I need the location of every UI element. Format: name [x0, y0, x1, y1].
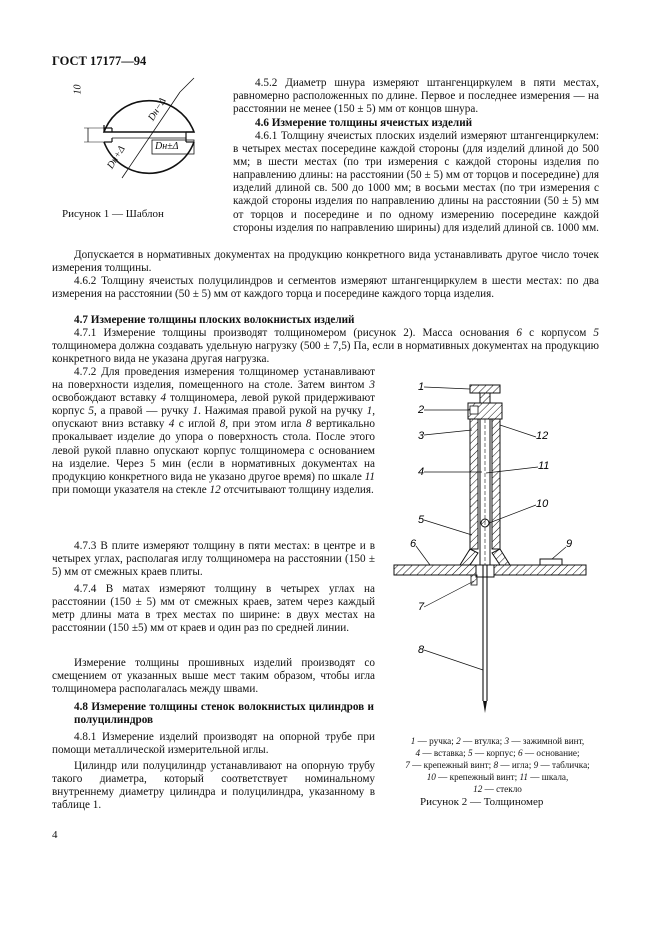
- paragraph-4-8-1: 4.8.1 Измерение изделий производят на опорной трубе при помощи металлической измерительной иглы.: [52, 731, 375, 757]
- figure-1-dim-10: 10: [72, 84, 84, 95]
- fig2-label-5: 5: [418, 514, 425, 526]
- paragraph-4-7-3: 4.7.3 В плите измеряют толщину в пяти местах: в центре и в четырех углах, располагая иглу толщиномера на расстоянии (150 ± 5) мм от смежных краев плиты.: [52, 540, 375, 579]
- figure-1-label-top: Dн−Δ: [146, 96, 169, 123]
- paragraph-allow: Допускается в нормативных документах на продукцию конкретного вида устанавливать другое число точек измерения толщины.: [52, 249, 599, 275]
- paragraph-4-6-1: 4.6.1 Толщину ячеистых плоских изделий измеряют штангенциркулем: в четырех местах посередине каждой стороны (для изделий длиной до 500 мм; в шести местах (по три измерения с каждой стороны изделия по направлению длины: на расстоянии (50 ± 5) мм от торцов и посередине) для изделий длиной св. 500 до 1000 мм; в восьми местах (по три измерения с каждой стороны изделия по направлению длины на расстоянии (50 ± 5) мм от торцов и посередине и по одному измерению посередине каждой стороны изделия по направлению ширины) для изделий длиной св. 1000 мм.: [233, 130, 599, 234]
- fig2-label-4: 4: [418, 466, 425, 478]
- section-4-7-heading: 4.7 Измерение толщины плоских волокнистых изделий: [74, 314, 355, 326]
- paragraph-4-5-2: 4.5.2 Диаметр шнура измеряют штангенциркулем в пяти местах, равномерно расположенных по длине. Первое и последнее измерения — на расстоянии не менее (150 ± 5) мм от концов шнура.: [233, 77, 599, 116]
- section-4-8-heading: 4.8 Измерение толщины стенок волокнистых цилиндров и полуцилиндров: [74, 701, 374, 727]
- paragraph-sewn: Измерение толщины прошивных изделий производят со смещением от указанных выше мест таким образом, чтобы игла толщиномера располагалась между швами.: [52, 657, 375, 696]
- paragraph-4-7-2: 4.7.2 Для проведения измерения толщиномер устанавливают на поверхности изделия, помещенного на столе. Затем винтом 3 освобождают вставку 4 толщиномера, левой рукой придерживают корпус 5, а правой — ручку 1. Нажимая правой рукой на ручку 1, опускают вниз вставку 4 с иглой 8, при этом игла 8 вертикально прокалывает изделие до упора о поверхность стола. После этого левой рукой плавно опускают корпус толщиномера с основанием на изделие. Через 5 мин (если в нормативных документах на продукцию конкретного вида не указано другое время) по шкале 11 при помощи указателя на стекле 12 отсчитывают толщину изделия.: [52, 366, 375, 496]
- page-number: 4: [52, 829, 58, 841]
- fig2-label-10: 10: [536, 498, 549, 510]
- paragraph-4-6-2: 4.6.2 Толщину ячеистых полуцилиндров и сегментов измеряют штангенциркулем в шести местах: по два измерения на расстоянии (50 ± 5) мм от каждого торца и посередине каждого торца изделия.: [52, 275, 599, 301]
- fig2-label-11: 11: [538, 460, 550, 472]
- fig2-label-2: 2: [418, 404, 425, 416]
- figure-2-gauge-drawing: [390, 375, 605, 720]
- paragraph-cylinder: Цилиндр или полуцилиндр устанавливают на опорную трубу такого диаметра, который соответствует номинальному внутреннему диаметру цилиндра и полуцилиндра, указанному в таблице 1.: [52, 760, 375, 812]
- figure-2-caption: Рисунок 2 — Толщиномер: [420, 796, 544, 808]
- fig2-label-7: 7: [418, 601, 425, 613]
- figure-2-legend: 1 — ручка; 2 — втулка; 3 — зажимной винт, 4 — вставка; 5 — корпус; 6 — основание; 7 — крепежный винт; 8 — игла; 9 — табличка; 10 — крепежный винт; 11 — шкала, 12 — стекло: [405, 736, 590, 794]
- fig2-label-9: 9: [566, 538, 573, 550]
- fig2-label-6: 6: [410, 538, 417, 550]
- paragraph-4-7-1: 4.7.1 Измерение толщины производят толщиномером (рисунок 2). Масса основания 6 с корпусом 5 толщиномера должна создавать удельную нагрузку (500 ± 7,5) Па, если в нормативных документах на продукцию конкретного вида не указана другая нагрузка.: [52, 327, 599, 366]
- figure-1-label-left: Dн+Δ: [105, 144, 128, 171]
- fig2-label-12: 12: [536, 430, 549, 442]
- fig2-label-1: 1: [418, 381, 425, 393]
- fig2-label-8: 8: [418, 644, 425, 656]
- figure-1-label-box: Dн±Δ: [155, 141, 179, 152]
- paragraph-4-7-4: 4.7.4 В матах измеряют толщину в четырех углах на расстоянии (150 ± 5) мм от смежных краев, затем через каждый метр длины мата в трех местах по ширине: в двух местах на расстоянии (150 ±5) мм от краев и один раз по средней линии.: [52, 583, 375, 635]
- document-header: ГОСТ 17177—94: [52, 54, 147, 68]
- section-4-6-heading: 4.6 Измерение толщины ячеистых изделий: [255, 117, 473, 129]
- figure-1-caption: Рисунок 1 — Шаблон: [62, 208, 164, 220]
- fig2-label-3: 3: [418, 430, 425, 442]
